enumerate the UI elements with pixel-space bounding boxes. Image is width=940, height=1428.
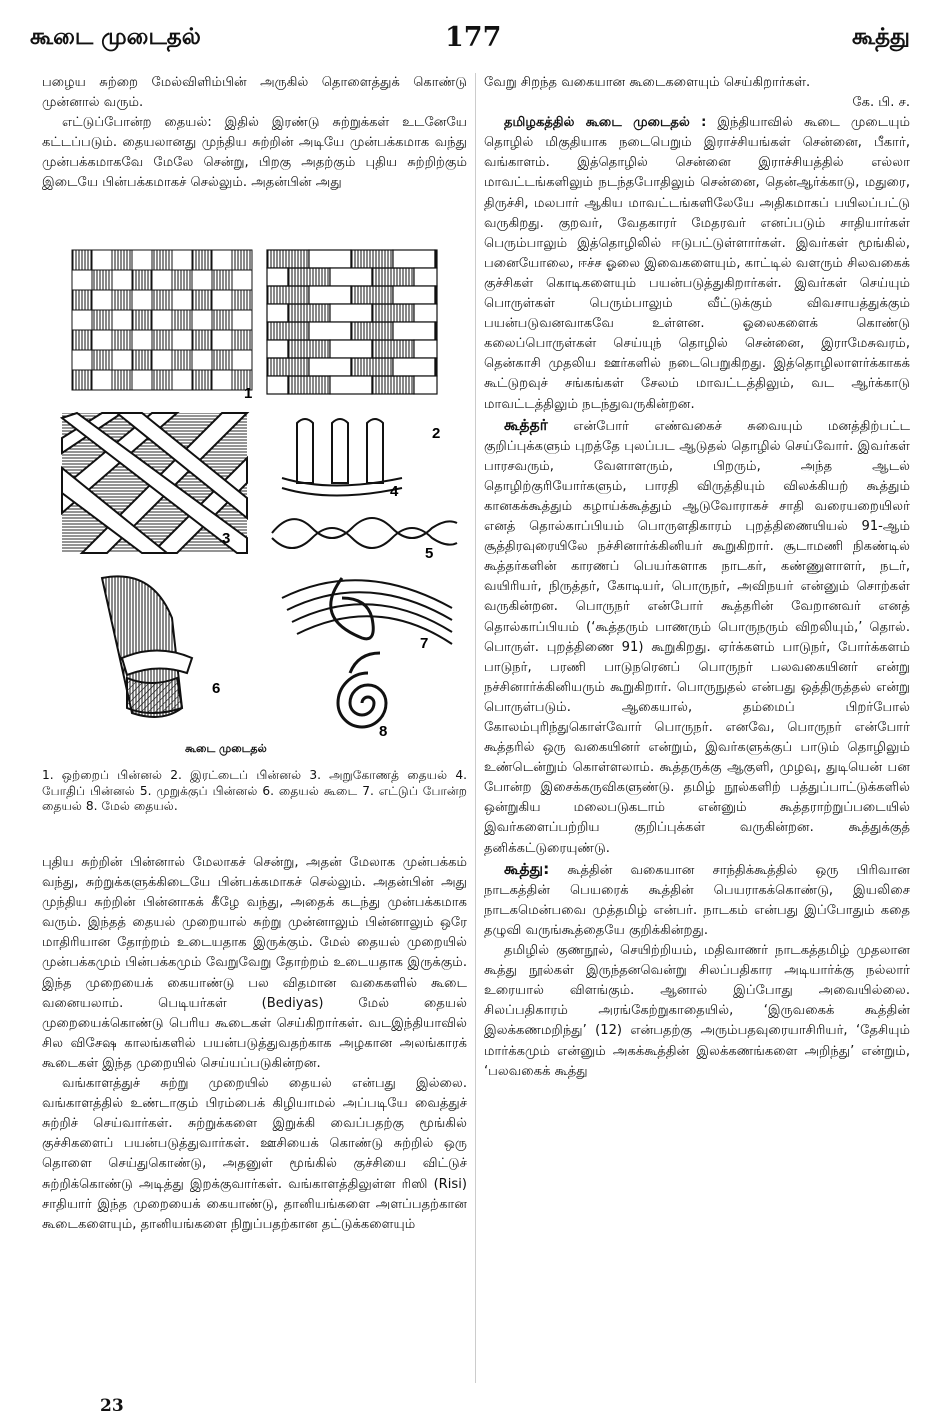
weave-cell xyxy=(112,270,132,290)
column-divider xyxy=(475,73,476,1383)
weave-cell xyxy=(132,290,152,310)
fig-label: 1 xyxy=(244,385,253,402)
weave-cell xyxy=(414,304,437,322)
paragraph: வங்காளத்துச் சுற்று முறையில் தையல் என்பது இல்லை. வங்காளத்தில் உண்டாகும் பிரம்பைக் கிழியாமல் அப்படியே வைத்துச் சுற்றிச் செய்வார்கள். சுற்றுக்களை இறுக்கி வைப்பதற்கு மூங்கில் குச்சிகளைப் பயன்படுத்துவார்கள். ஊசியைக் கொண்டு சுற்றில் ஒரு தொளை செய்துகொண்டு, அதனுள் மூங்கில் குச்சியை விட்டுச் சுற்றிக்கொண்டு அடித்து இறக்குவார்கள். வங்காளத்திலுள்ள ரிஸி (Risi) சாதியார் இந்த முறையைக் கையாண்டு, தானியங்களை அளப்பதற்கான கூடைகளையும், தானியங்களை நிறுப்பதற்கான தட்டுக்களையும் xyxy=(42,1076,467,1232)
weave-cell xyxy=(92,270,112,290)
weave-cell xyxy=(435,358,437,376)
fig-label: 7 xyxy=(420,635,429,652)
entry-heading: கூத்தர் xyxy=(504,415,548,434)
weave-cell xyxy=(112,310,132,330)
weave-cell xyxy=(414,376,437,394)
fig-label: 5 xyxy=(425,545,434,562)
weave-cell xyxy=(192,350,212,370)
weave-cell xyxy=(267,358,309,376)
weave-cell xyxy=(232,350,252,370)
weave-cell xyxy=(92,350,112,370)
weave-cell xyxy=(152,370,172,390)
weave-cell xyxy=(351,322,393,340)
figure-title: கூடை முடைதல் xyxy=(185,742,267,755)
paragraph: தமிழில் குணநூல், செயிற்றியம், மதிவாணர் நாடகத்தமிழ் முதலான கூத்து நூல்கள் இருந்தனவென்று சிலப்பதிகார அடியார்க்கு நல்லார் உரையால் விளங்கும். ஆனால் இப்போது அவையில்லை. சிலப்பதிகாரம் அரங்கேற்றுகாதையில், ‘இருவகைக் கூத்தின் இலக்கணமறிந்து’ (12) என்பதற்கு அரும்பதவுரையாசிரியர், ‘தேசியும் மார்க்கமும் என்னும் அகக்கூத்தின் இலக்கணங்களை அறிந்து’ என்றும், ‘பலவகைக் கூத்து xyxy=(484,943,910,1079)
weave-cell xyxy=(192,270,212,290)
weave-cell xyxy=(414,340,437,358)
weave-cell xyxy=(351,286,393,304)
basket-weaving-figure xyxy=(42,238,467,758)
weave-cell xyxy=(372,376,414,394)
weave-cell xyxy=(92,250,112,270)
weave-cell xyxy=(72,310,92,330)
weave-cell xyxy=(212,250,232,270)
weave-cell xyxy=(309,358,351,376)
weave-cell xyxy=(192,370,212,390)
weave-cell xyxy=(152,310,172,330)
weave-cell xyxy=(288,340,330,358)
section-heading: தமிழகத்தில் கூடை முடைதல் : xyxy=(504,115,707,131)
paragraph-text: இந்தியாவில் கூடை முடையும் தொழில் மிகுதியாக நடைபெறும் இராச்சியங்கள் சென்னை, பீகார், வங்காளம். இத்தொழில் சென்னை இராச்சியத்தில் எல்லா மாவட்டங்களிலும் நடந்தபோதிலும் சென்னை, தென்ஆர்க்காடு, மதுரை, திருச்சி, மலபார் ஆகிய மாவட்டங்களிலேயே அதிகமாகப் பயிலப்பட்டு வருகிறது. குறவர், வேதகாரர் மேதரவர் எனப்படும் சாதியார்கள் பெரும்பாலும் இத்தொழிலில் ஈடுபட்டுள்ளார்கள். இவர்கள் மூங்கில், பனையோலை, ஈச்ச ஓலை இவைகளையும், காட்டில் வளரும் சிலவகைக் குச்சிகள் கொடிகளையும் பயன்படுத்துகிறார்கள். இவர்கள் செய்யும் பொருள்கள் பெரும்பாலும் வீட்டுக்கும் விவசாயத்துக்கும் பயன்படுவனவாகவே உள்ளன. ஓலைகளைக் கொண்டு கலைப்பொருள்கள் செய்யுந் தொழில் சென்னை, இராமேசுவரம், தென்காசி முதலிய ஊர்களில் நடைபெறுகிறது. இத்தொழிலாளர்க்காகக் கூட்டுறவுச் சங்கங்கள் சேலம் மாவட்டத்திலும், வட ஆர்க்காடு மாவட்டத்திலும் நடந்துவருகின்றன. xyxy=(484,115,910,412)
fig-1-plain-weave xyxy=(72,248,252,393)
weave-cell xyxy=(172,350,192,370)
weave-cell xyxy=(192,250,212,270)
weave-cell xyxy=(232,270,252,290)
weaving-illustrations xyxy=(42,238,467,738)
weave-cell xyxy=(351,358,393,376)
weave-cell xyxy=(435,286,437,304)
author-signature: கே. பி. ச. xyxy=(852,95,910,111)
weave-cell xyxy=(72,330,92,350)
weave-cell xyxy=(330,340,372,358)
running-header xyxy=(30,22,910,62)
paragraph-text: என்போர் எண்வகைச் சுவையும் மனத்திற்பட்ட குறிப்புக்களும் புறத்தே புலப்பட ஆடுதல் தொழில் செய்வோர். இவர்கள் பாரசவரும், வேளாளரும், பிறரும், அந்த ஆடல் தொழிற்குரியோர்களும், பாரதி விருத்தியும் விலக்கியற் கூத்தும் கானகக்கூத்தும் கழாய்க்கூத்தும் ஆடுவோராகச் சாதி வரையறையிலர் எனத் தொல்காப்பியம் பொருளதிகாரம் புறத்திணையியல் 91-ஆம் சூத்திரவுரையிலே நச்சினார்க்கினியர் கூறுகிறார். சூடாமணி நிகண்டில் கூத்தர்களின் காரணப் பெயர்களாக நாடகர், கண்ணுளாளர், நடர், வயிரியர், நிருத்தர், கோடியர், பொருநர், அவிநயர் என்னும் சொற்கள் வருகின்றன. பொருநர் என்போர் கூத்தரின் வேறானவர் எனத் தொல்காப்பியம் (‘கூத்தரும் பாணரும் பொருநரும் விறலியும்,’ தொல். பொருள். புறத்திணை 91) கூறுகிறது. ஏர்க்களம் பாடுநர், போர்க்களம் பாடுநர், பரணி பாடுநரெனப் பொருநர் பலவகையினர் என்று நச்சினார்க்கினியரும் கூறுகிறார். பொருநுதல் என்பது ஒத்திருத்தல் என்று பொருள்படும். ஆகையால், தம்மைப் பிறர்போல் கோலம்புரிந்துகொள்வோர் பொருநர். எனவே, பொருநர் என்போர் கூத்தரில் ஒரு வகையினர் என்றும், இவர்களுக்குப் பாடும் தொழிலும் உண்டென்றும் கொள்ளலாம். கூத்தருக்கு ஆகுளி, முழவு, துடியென் பன போன்ற இசைக்கருவிகளுண்டு. தமிழ் நூல்களிற் பத்துப்பாட்டுக்களில் ஒன்றுகிய மலைபடுகடாம் என்னும் கூத்தராற்றுப்படையில் இவர்களைப்பற்றிய குறிப்புக்கள் வருகின்றன. கூத்துக்குத் தனிக்கட்டுரையுண்டு. xyxy=(484,418,910,856)
weave-cell xyxy=(132,250,152,270)
weave-cell xyxy=(172,310,192,330)
weave-cell xyxy=(92,330,112,350)
weave-cell xyxy=(152,270,172,290)
paragraph: வேறு சிறந்த வகையான கூடைகளையும் செய்கிறார்கள். xyxy=(484,75,811,90)
paragraph: எட்டுப்போன்ற தையல்: இதில் இரண்டு சுற்றுக்கள் உடனேயே கட்டப்படும். தையலானது முந்திய சுற்றின் அடியே முன்பக்கமாக வந்து முன்பக்கமாகவே மேலே சென்று, பிறகு அதற்கும் புதிய சுற்றிற்கும் இடையே பின்பக்கமாகச் செல்லும். அதன்பின் அது xyxy=(42,115,467,191)
fig-6-coiled-basket xyxy=(102,576,192,717)
weave-cell xyxy=(267,340,288,358)
weave-cell xyxy=(414,268,437,286)
fig-3-hex-weave xyxy=(62,413,247,553)
weave-cell xyxy=(435,250,437,268)
paragraph xyxy=(484,859,910,941)
weave-cell xyxy=(92,370,112,390)
weave-cell xyxy=(132,270,152,290)
fig-label: 3 xyxy=(222,530,231,547)
weave-cell xyxy=(212,310,232,330)
footer-page-number: 23 xyxy=(100,1396,124,1416)
fig-label: 2 xyxy=(432,425,441,442)
weave-cell xyxy=(152,330,172,350)
weave-cell xyxy=(92,290,112,310)
weave-cell xyxy=(232,330,252,350)
weave-cell xyxy=(152,350,172,370)
weave-cell xyxy=(393,358,435,376)
weave-cell xyxy=(393,250,435,268)
weave-cell xyxy=(212,350,232,370)
fig-8-spiral xyxy=(338,653,386,727)
paragraph xyxy=(484,415,910,859)
fig-label: 8 xyxy=(379,723,388,738)
weave-cell xyxy=(309,250,351,268)
weave-cell xyxy=(330,268,372,286)
fig-4-stakes xyxy=(282,419,402,496)
fig-2-twill-weave xyxy=(267,248,437,394)
weave-cell xyxy=(112,290,132,310)
weave-cell xyxy=(192,330,212,350)
weave-cell xyxy=(192,310,212,330)
left-column-bottom xyxy=(42,853,467,1235)
weave-cell xyxy=(267,286,309,304)
weave-cell xyxy=(372,268,414,286)
weave-cell xyxy=(288,304,330,322)
weave-cell xyxy=(212,270,232,290)
weave-cell xyxy=(92,310,112,330)
header-page-number: 177 xyxy=(445,22,502,53)
fig-label: 6 xyxy=(212,680,221,697)
weave-cell xyxy=(172,370,192,390)
weave-cell xyxy=(72,350,92,370)
weave-cell xyxy=(152,250,172,270)
weave-cell xyxy=(172,270,192,290)
weave-cell xyxy=(393,322,435,340)
weave-cell xyxy=(351,250,393,268)
paragraph: பழைய சுற்றை மேல்விளிம்பின் அருகில் தொளைத்துக் கொண்டு முன்னால் வரும். xyxy=(42,75,467,111)
fig-label: 4 xyxy=(390,483,399,500)
figure-caption: 1. ஒற்றைப் பின்னல் 2. இரட்டைப் பின்னல் 3. அறுகோணத் தையல் 4. போதிப் பின்னல் 5. முறுக்குப் பின்னல் 6. தையல் கூடை 7. எட்டுப் போன்ற தையல் 8. மேல் தையல். xyxy=(42,768,467,813)
weave-cell xyxy=(112,350,132,370)
weave-cell xyxy=(172,330,192,350)
weave-cell xyxy=(212,330,232,350)
weave-cell xyxy=(152,290,172,310)
weave-cell xyxy=(435,322,437,340)
right-column xyxy=(484,73,910,1082)
paragraph: புதிய சுற்றின் பின்னால் மேலாகச் சென்று, அதன் மேலாக முன்பக்கம் வந்து, சுற்றுக்களுக்கிடையே பின்பக்கமாகச் செல்லும். அதன்பின் அது முந்திய சுற்றின் பின்னாகக் கீழே வந்து, அதைக் கடந்து முன்பக்கமாக வரும். இந்தத் தையல் முறையால் சுற்று முன்னாலும் பின்னாலும் ஒரே மாதிரியான தோற்றம் உடையதாக இருக்கும். மேல் தையல் முறையில் முன்பக்கமும் பின்பக்கமும் வேறுவேறு தோற்றம் உடையதாக இருக்கும். இந்த முறையைக் கையாண்டு பல விதமான வகைகளில் கூடை வனையலாம். பெடியர்கள் (Bediyas) மேல் தையல் முறையைக்கொண்டு பெரிய கூடைகள் செய்கிறார்கள். வடஇந்தியாவில் சில விசேஷ காலங்களில் பயன்படுத்துவதற்காக அழகான அலங்காரக் கூடைகள் இந்த முறையில் செய்யப்படுகின்றன. xyxy=(42,855,467,1071)
weave-cell xyxy=(72,370,92,390)
weave-cell xyxy=(132,370,152,390)
weave-cell xyxy=(192,290,212,310)
header-right-title: கூத்து xyxy=(852,24,910,50)
weave-cell xyxy=(112,370,132,390)
weave-cell xyxy=(212,290,232,310)
weave-cell xyxy=(309,286,351,304)
entry-heading: கூத்து: xyxy=(504,859,550,878)
weave-cell xyxy=(172,250,192,270)
weave-cell xyxy=(72,270,92,290)
weave-cell xyxy=(288,268,330,286)
fig-5-twist xyxy=(272,518,457,548)
weave-cell xyxy=(267,304,288,322)
weave-cell xyxy=(112,250,132,270)
weave-cell xyxy=(132,310,152,330)
weave-cell xyxy=(372,340,414,358)
weave-cell xyxy=(232,290,252,310)
weave-cell xyxy=(372,304,414,322)
header-left-title: கூடை முடைதல் xyxy=(30,24,201,50)
weave-cell xyxy=(267,322,309,340)
weave-cell xyxy=(393,286,435,304)
weave-cell xyxy=(232,250,252,270)
weave-cell xyxy=(288,376,330,394)
weave-cell xyxy=(232,310,252,330)
weave-cell xyxy=(132,350,152,370)
weave-cell xyxy=(309,322,351,340)
paragraph-text: கூத்தின் வகையான சாந்திக்கூத்தில் ஒரு பிரிவான நாடகத்தின் பெயரைக் கூத்தின் பெயராகக்கொண்டு, இயலிசை நாடகமென்பவை முத்தமிழ் என்பர். நாடகம் என்பது இப்போதும் கதை தழுவி வருங்கூத்தையே குறிக்கின்றது. xyxy=(484,862,910,938)
weave-cell xyxy=(267,250,309,268)
paragraph xyxy=(484,113,910,414)
weave-cell xyxy=(172,290,192,310)
weave-cell xyxy=(132,330,152,350)
weave-cell xyxy=(330,304,372,322)
weave-cell xyxy=(72,250,92,270)
weave-cell xyxy=(330,376,372,394)
weave-cell xyxy=(212,370,232,390)
weave-cell xyxy=(267,376,288,394)
left-column-top xyxy=(42,73,467,194)
weave-cell xyxy=(112,330,132,350)
weave-cell xyxy=(72,290,92,310)
weave-cell xyxy=(267,268,288,286)
